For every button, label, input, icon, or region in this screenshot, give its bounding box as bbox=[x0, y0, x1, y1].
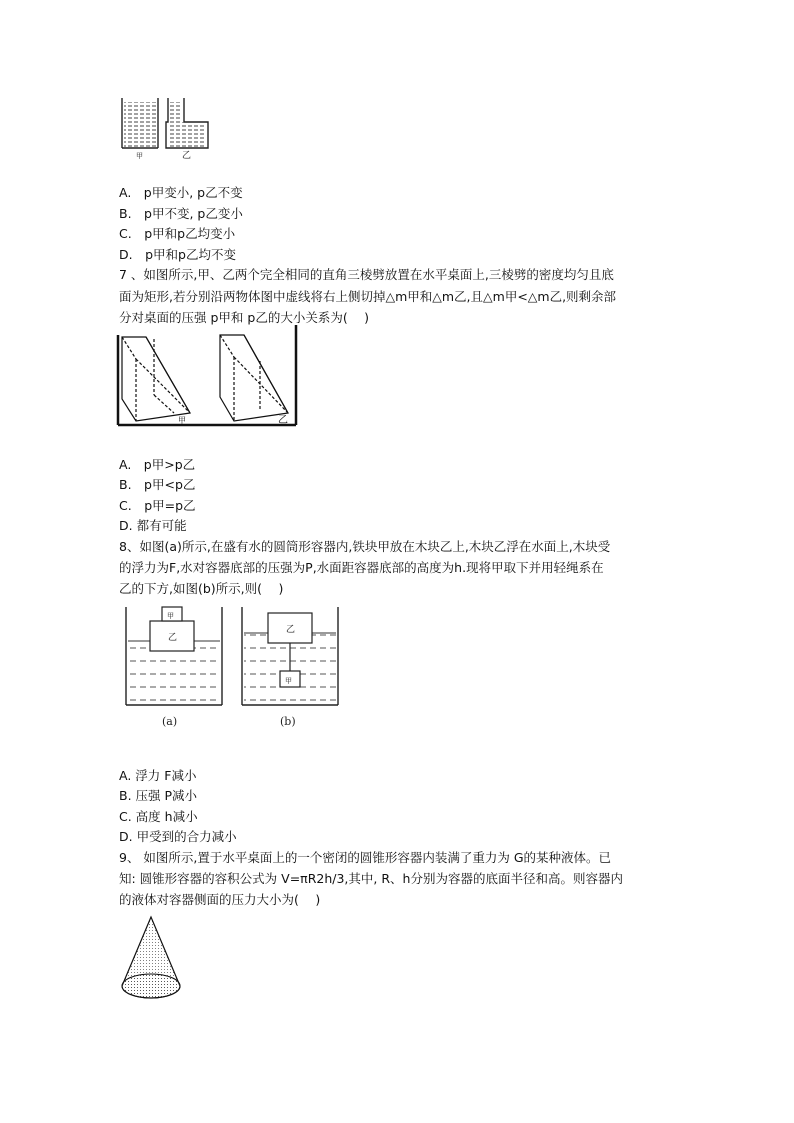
q6-label-yi: 乙 bbox=[182, 151, 192, 161]
q8a-caption: (a) bbox=[162, 715, 178, 728]
q8a-label-jia: 甲 bbox=[167, 612, 174, 620]
q8-stem-line-1: 8、如图(a)所示,在盛有水的圆筒形容器内,铁块甲放在木块乙上,木块乙浮在水面上,木块受 bbox=[119, 539, 611, 554]
q7-option-a: A. p甲>p乙 bbox=[119, 457, 196, 472]
q8-option-c: C. 高度 h减小 bbox=[119, 809, 198, 824]
q9-stem-line-2: 知: 圆锥形容器的容积公式为 V=πR2h/3,其中, R、h分别为容器的底面半径和高。则容器内 bbox=[119, 871, 623, 886]
q6-container-yi bbox=[166, 98, 208, 148]
q8-stem-line-3: 乙的下方,如图(b)所示,则( ) bbox=[119, 581, 284, 596]
q8a-label-yi: 乙 bbox=[168, 633, 178, 643]
q8b-label-yi: 乙 bbox=[286, 625, 296, 635]
q6-figure bbox=[116, 96, 216, 162]
q6-option-b: B. p甲不变, p乙变小 bbox=[119, 206, 243, 221]
q7-stem-line-3: 分对桌面的压强 p甲和 p乙的大小关系为( ) bbox=[119, 310, 370, 325]
q8-option-a: A. 浮力 F减小 bbox=[119, 768, 197, 783]
q9-cone-figure bbox=[118, 914, 184, 1004]
q7-label-yi: 乙 bbox=[278, 415, 288, 426]
q6-option-d: D. p甲和p乙均不变 bbox=[119, 247, 236, 262]
q8-container-b bbox=[242, 607, 338, 728]
q7-figure bbox=[116, 325, 300, 429]
q9-stem-line-3: 的液体对容器侧面的压力大小为( ) bbox=[119, 892, 321, 907]
q6-label-jia: 甲 bbox=[136, 152, 143, 160]
q8-option-b: B. 压强 P减小 bbox=[119, 788, 198, 803]
q6-option-c: C. p甲和p乙均变小 bbox=[119, 226, 236, 241]
q6-container-jia bbox=[122, 98, 158, 148]
q8-option-d: D. 甲受到的合力减小 bbox=[119, 829, 237, 844]
q7-label-jia: 甲 bbox=[178, 416, 186, 425]
q7-option-b: B. p甲<p乙 bbox=[119, 477, 196, 492]
q6-option-a: A. p甲变小, p乙不变 bbox=[119, 185, 243, 200]
q8-container-a bbox=[126, 607, 222, 728]
q8b-caption: (b) bbox=[280, 715, 296, 728]
q7-stem-line-2: 面为矩形,若分别沿两物体图中虚线将右上侧切掉△m甲和△m乙,且△m甲<△m乙,则剩余部 bbox=[119, 289, 617, 304]
q9-stem-line-1: 9、 如图所示,置于水平桌面上的一个密闭的圆锥形容器内装满了重力为 G的某种液体。已 bbox=[119, 850, 612, 865]
q7-prism-yi bbox=[220, 335, 288, 421]
q8b-label-jia: 甲 bbox=[285, 677, 292, 685]
q8-stem-line-2: 的浮力为F,水对容器底部的压强为P,水面距容器底部的高度为h.现将甲取下并用轻绳系在 bbox=[119, 560, 604, 575]
q7-stem-line-1: 7 、如图所示,甲、乙两个完全相同的直角三棱劈放置在水平桌面上,三棱劈的密度均匀且底 bbox=[119, 267, 614, 282]
q7-prism-jia bbox=[122, 337, 190, 421]
q7-option-c: C. p甲=p乙 bbox=[119, 498, 196, 513]
q7-option-d: D. 都有可能 bbox=[119, 518, 187, 533]
q8-figure bbox=[120, 603, 346, 733]
